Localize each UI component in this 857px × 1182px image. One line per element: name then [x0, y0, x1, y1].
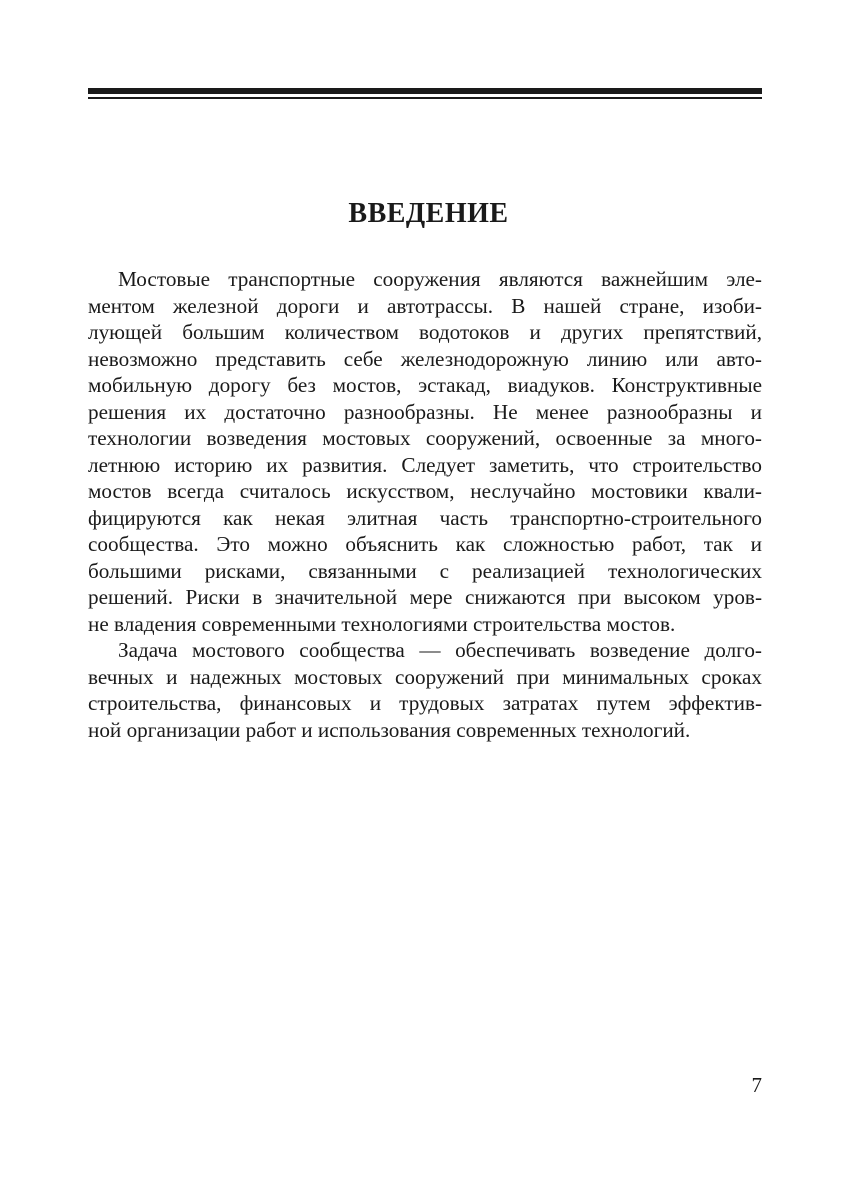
body-text — [88, 266, 762, 743]
text-line: лующей большим количеством водотоков и других препятствий, — [88, 320, 762, 344]
header-rule-thin — [88, 97, 762, 99]
text-line: большими рисками, связанными с реализацией технологических — [88, 558, 762, 583]
paragraph-2 — [88, 637, 762, 743]
text-line: не владения современными технологиями строительства мостов. — [88, 611, 676, 636]
text-line: решений. Риски в значительной мере снижаются при высоком уров- — [88, 585, 762, 609]
chapter-title: ВВЕДЕНИЕ — [348, 198, 509, 229]
text-line: фицируются как некая элитная часть транспортно-строительного — [88, 505, 762, 530]
text-line: сообщества. Это можно объяснить как сложностью работ, так и — [88, 532, 762, 556]
text-line: летнюю историю их развития. Следует заметить, что строительство — [88, 452, 762, 477]
text-line: технологии возведения мостовых сооружений, освоенные за много- — [88, 426, 762, 450]
text-line: мобильную дорогу без мостов, эстакад, виадуков. Конструктивные — [88, 373, 762, 397]
text-line: Мостовые транспортные сооружения являются важнейшим эле- — [118, 267, 762, 291]
text-line: вечных и надежных мостовых сооружений при минимальных сроках — [88, 664, 762, 689]
text-line: невозможно представить себе железнодорожную линию или авто- — [88, 346, 762, 371]
text-line: решения их достаточно разнообразны. Не менее разнообразны и — [88, 399, 762, 424]
text-line: ментом железной дороги и автотрассы. В нашей стране, изоби- — [88, 293, 762, 318]
text-line: ной организации работ и использования современных технологий. — [88, 717, 691, 742]
header-rule-thick — [88, 88, 762, 94]
text-line: Задача мостового сообщества — обеспечивать возведение долго- — [118, 638, 762, 662]
page-number: 7 — [751, 1073, 762, 1097]
text-line: строительства, финансовых и трудовых затратах путем эффектив- — [88, 691, 762, 715]
text-line: мостов всегда считалось искусством, неслучайно мостовики квали- — [88, 479, 762, 503]
paragraph-1 — [88, 266, 762, 637]
